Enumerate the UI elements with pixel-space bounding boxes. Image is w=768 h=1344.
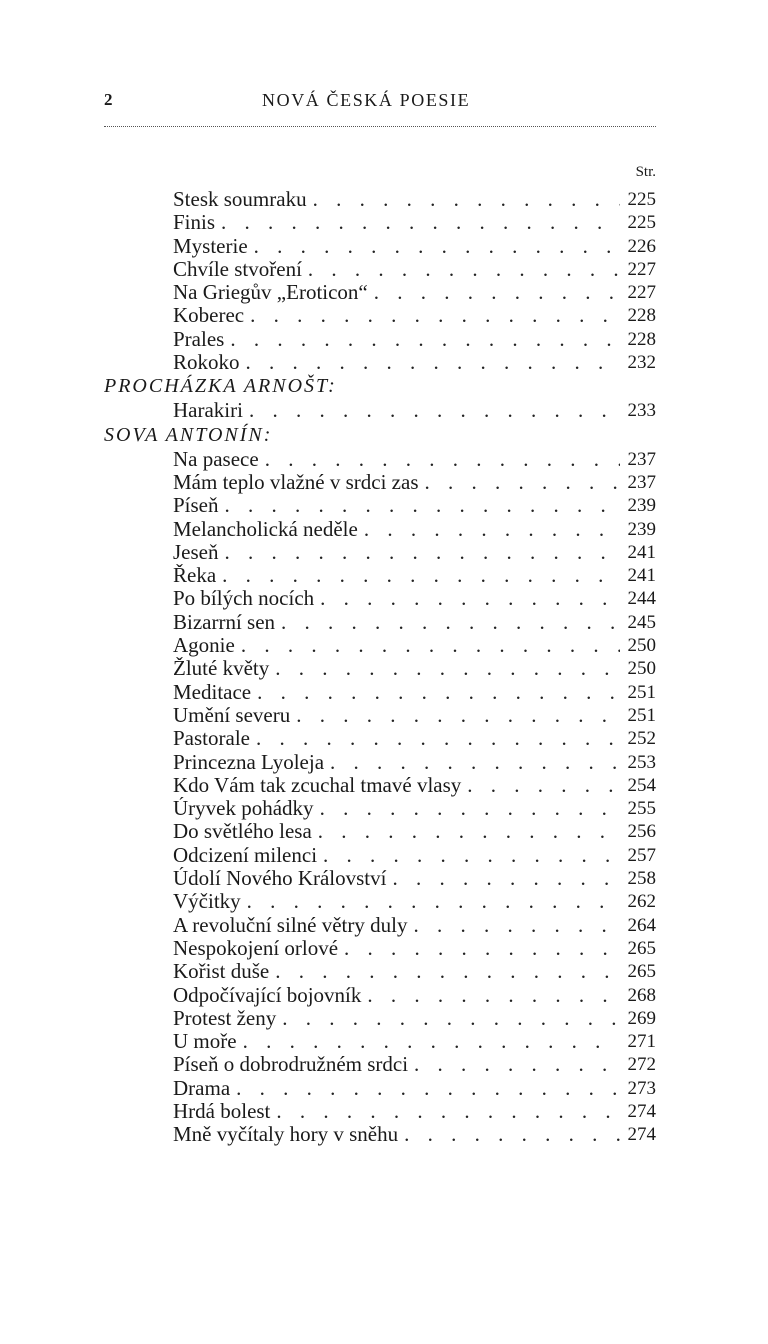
toc-entry-title: Odpočívající bojovník [173,983,362,1007]
toc-entry-page: 233 [620,399,656,422]
toc-entry-title: Finis [173,211,216,235]
toc-entry [104,328,656,351]
dot-leader [425,471,621,494]
dot-leader [236,1077,620,1100]
toc-entry [104,937,656,960]
toc-entry-title: Drama [173,1076,231,1100]
toc-entry-title: Mně vyčítaly hory v sněhu [173,1123,399,1147]
toc-entry [104,1053,656,1076]
toc-entry [104,448,656,471]
toc-entry [104,960,656,983]
toc-entry-page: 255 [620,797,656,820]
toc-entry-title: A revoluční silné větry duly [173,913,408,937]
dot-leader [256,727,620,750]
toc-entry-page: 272 [620,1053,656,1076]
toc-entry [104,1077,656,1100]
toc-entry [104,304,656,327]
dot-leader [320,587,620,610]
dot-leader [243,1030,620,1053]
toc-entry-title: Odcizení milenci [173,843,318,867]
dot-leader [254,235,620,258]
dot-leader [275,657,620,680]
toc-entry [104,844,656,867]
toc-entry [104,681,656,704]
toc-entry-title: Chvíle stvoření [173,257,302,281]
toc-entry-page: 225 [620,211,656,234]
toc-entry [104,587,656,610]
dot-leader [323,844,620,867]
toc-entry-title: Pastorale [173,727,250,751]
dot-leader [318,820,620,843]
dot-leader [230,328,620,351]
toc-entry-title: Řeka [173,564,217,588]
toc-entry-page: 251 [620,681,656,704]
toc-entry-title: U moře [173,1030,237,1054]
dot-leader [282,1007,620,1030]
toc-entry-page: 265 [620,937,656,960]
toc-entry-title: Melancholická neděle [173,517,358,541]
toc-entry-title: Píseň o dobrodružném srdci [173,1053,409,1077]
toc-entry-page: 227 [620,281,656,304]
dot-leader [225,494,620,517]
toc-entry-title: Prales [173,327,225,351]
toc-entry-page: 239 [620,494,656,517]
dot-leader [246,351,620,374]
toc-entry-title: Úryvek pohádky [173,797,314,821]
toc-entry-title: Na Griegův „Eroticon“ [173,281,368,305]
toc-entry-page: 237 [620,471,656,494]
dot-leader [313,188,620,211]
toc-entry-page: 254 [620,774,656,797]
toc-entry-page: 268 [620,984,656,1007]
toc-entry-title: Mám teplo vlažné v srdci zas [173,470,419,494]
dot-leader [367,984,620,1007]
header-divider [104,126,656,127]
toc-entry-page: 274 [620,1100,656,1123]
toc-entry-page: 227 [620,258,656,281]
toc-entry [104,351,656,374]
toc-entry-page: 226 [620,235,656,258]
toc-entry [104,774,656,797]
toc-entry [104,751,656,774]
toc-entry-title: Umění severu [173,703,291,727]
toc-entry-page: 237 [620,448,656,471]
dot-leader [265,448,620,471]
dot-leader [222,564,620,587]
toc-entry-title: Výčitky [173,890,241,914]
toc-entry-page: 264 [620,914,656,937]
toc-entry-page: 256 [620,820,656,843]
dot-leader [374,281,620,304]
dot-leader [414,1053,620,1076]
toc-entry-page: 225 [620,188,656,211]
toc-entry [104,211,656,234]
dot-leader [276,1100,620,1123]
dot-leader [275,960,620,983]
toc-entry-title: Mysterie [173,234,248,258]
toc-entry-title: Meditace [173,680,252,704]
toc-entry-page: 250 [620,634,656,657]
toc-entry-page: 258 [620,867,656,890]
toc-entry-page: 241 [620,541,656,564]
toc-entry-page: 244 [620,587,656,610]
toc-entry [104,867,656,890]
toc-entry-title: Hrdá bolest [173,1099,271,1123]
toc-entry [104,399,656,422]
toc-entry-title: Rokoko [173,351,240,375]
toc-entry [104,1123,656,1146]
toc-entry-page: 265 [620,960,656,983]
toc-entry-title: Agonie [173,634,235,658]
dot-leader [392,867,620,890]
toc-entry-page: 269 [620,1007,656,1030]
dot-leader [281,611,620,634]
toc-entry [104,634,656,657]
toc-entry-title: Po bílých nocích [173,587,315,611]
dot-leader [404,1123,620,1146]
dot-leader [257,681,620,704]
toc-entry-title: Harakiri [173,399,243,423]
toc-entry-title: Do světlého lesa [173,820,312,844]
toc-entry [104,820,656,843]
dot-leader [308,258,620,281]
toc-entry [104,657,656,680]
page-header [104,88,656,118]
toc-entry-page: 274 [620,1123,656,1146]
toc-entry-title: Princezna Lyoleja [173,750,325,774]
toc-entry-page: 253 [620,751,656,774]
toc-entry [104,564,656,587]
toc-entry-page: 232 [620,351,656,374]
toc-entry-title: Píseň [173,494,219,518]
toc-entry-page: 250 [620,657,656,680]
toc-entry-title: Nespokojení orlové [173,936,339,960]
toc-entry-title: Údolí Nového Království [173,867,387,891]
toc-entry [104,914,656,937]
toc-entry [104,727,656,750]
toc-entry [104,188,656,211]
dot-leader [221,211,620,234]
toc-entry-page: 262 [620,890,656,913]
toc-entry [104,518,656,541]
toc-entry [104,984,656,1007]
toc-entry-page: 241 [620,564,656,587]
toc-entry-title: Bizarrní sen [173,610,276,634]
toc-entry [104,494,656,517]
toc-entry-page: 273 [620,1077,656,1100]
toc-entry-title: Koberec [173,304,245,328]
toc-entry-page: 252 [620,727,656,750]
toc-entry-page: 251 [620,704,656,727]
toc-entry [104,704,656,727]
running-title: NOVÁ ČESKÁ POESIE [262,90,471,110]
toc-entry-title: Stesk soumraku [173,188,307,211]
page-number: 2 [104,90,113,109]
table-of-contents [104,188,656,1147]
dot-leader [344,937,620,960]
toc-entry [104,281,656,304]
toc-entry-page: 228 [620,328,656,351]
dot-leader [413,914,620,937]
toc-entry-title: Protest ženy [173,1006,277,1030]
toc-entry [104,471,656,494]
dot-leader [364,518,620,541]
toc-entry [104,890,656,913]
toc-entry-title: Kdo Vám tak zcuchal tmavé vlasy [173,773,462,797]
toc-entry [104,797,656,820]
dot-leader [247,890,620,913]
toc-entry-title: Žluté květy [173,657,270,681]
dot-leader [467,774,620,797]
toc-entry-page: 257 [620,844,656,867]
toc-entry-title: Kořist duše [173,960,270,984]
toc-entry [104,1007,656,1030]
dot-leader [296,704,620,727]
dot-leader [330,751,620,774]
toc-entry-page: 271 [620,1030,656,1053]
toc-entry-title: Jeseň [173,540,219,564]
dot-leader [250,304,620,327]
toc-author-heading: PROCHÁZKA ARNOŠT: [104,375,337,398]
toc-entry [104,235,656,258]
toc-entry-page: 245 [620,611,656,634]
dot-leader [320,797,620,820]
dot-leader [249,399,620,422]
toc-entry [104,611,656,634]
page-column-label: Str. [635,164,656,180]
toc-entry-page: 239 [620,518,656,541]
toc-entry-title: Na pasece [173,447,259,471]
toc-entry [104,541,656,564]
toc-entry [104,1030,656,1053]
toc-entry-page: 228 [620,304,656,327]
toc-entry [104,1100,656,1123]
dot-leader [241,634,620,657]
dot-leader [225,541,621,564]
toc-entry [104,258,656,281]
toc-author-heading: SOVA ANTONÍN: [104,423,273,446]
